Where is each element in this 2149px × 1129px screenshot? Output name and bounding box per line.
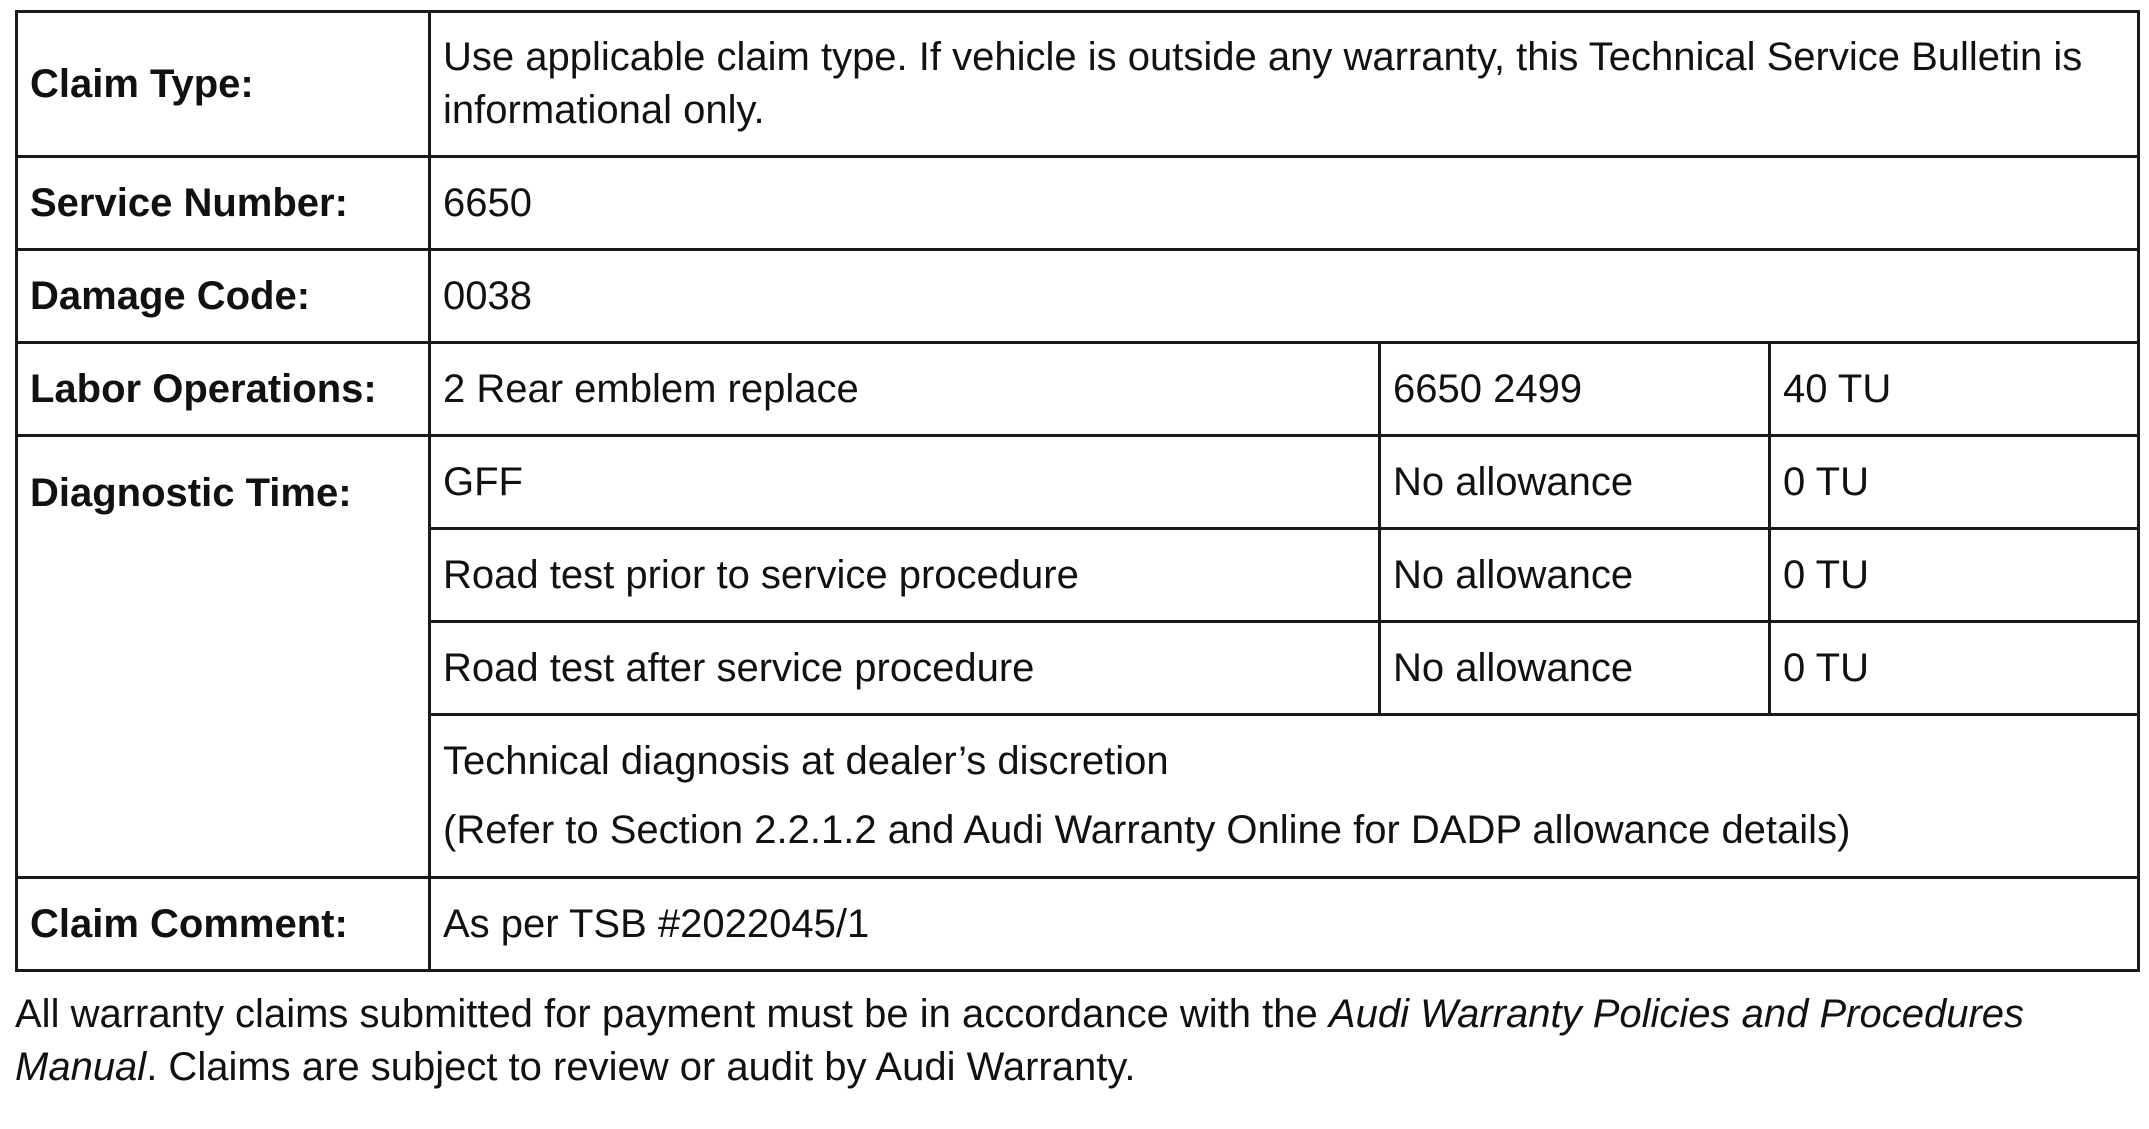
- labor-operations-row: [17, 343, 2139, 436]
- claim-type-value: Use applicable claim type. If vehicle is outside any warranty, this Technical Service Bulletin is informational only.: [430, 12, 2139, 157]
- labor-operation-code: 6650 2499: [1380, 343, 1770, 436]
- damage-code-value: 0038: [430, 250, 2139, 343]
- footnote-text-start: All warranty claims submitted for payment must be in accordance with the: [15, 992, 1329, 1036]
- diagnostic-allowance: No allowance: [1380, 436, 1770, 529]
- diagnostic-time-value: 0 TU: [1770, 529, 2139, 622]
- labor-operations-label: Labor Operations:: [17, 343, 430, 436]
- diagnostic-allowance: No allowance: [1380, 622, 1770, 715]
- diagnostic-allowance: No allowance: [1380, 529, 1770, 622]
- diagnostic-discretion-note: [430, 715, 2139, 878]
- discretion-line-2: (Refer to Section 2.2.1.2 and Audi Warranty Online for DADP allowance details): [443, 808, 1851, 852]
- claim-comment-row: [17, 878, 2139, 971]
- diagnostic-description: GFF: [430, 436, 1380, 529]
- diagnostic-description: Road test prior to service procedure: [430, 529, 1380, 622]
- claim-type-label: Claim Type:: [17, 12, 430, 157]
- labor-operation-time: 40 TU: [1770, 343, 2139, 436]
- labor-operation-description: 2 Rear emblem replace: [430, 343, 1380, 436]
- footnote-text-end: . Claims are subject to review or audit by Audi Warranty.: [146, 1045, 1136, 1089]
- service-number-row: [17, 157, 2139, 250]
- warranty-footnote: [15, 988, 2140, 1094]
- service-number-value: 6650: [430, 157, 2139, 250]
- service-number-label: Service Number:: [17, 157, 430, 250]
- damage-code-row: [17, 250, 2139, 343]
- diagnostic-time-label: Diagnostic Time:: [17, 436, 430, 878]
- claim-comment-value: As per TSB #2022045/1: [430, 878, 2139, 971]
- claim-comment-label: Claim Comment:: [17, 878, 430, 971]
- footnote-manual-title: Audi Warranty Policies and Procedures Manual: [15, 992, 2025, 1089]
- diagnostic-time-value: 0 TU: [1770, 622, 2139, 715]
- diagnostic-time-row: [17, 436, 2139, 529]
- discretion-line-1: Technical diagnosis at dealer’s discretion: [443, 739, 1169, 783]
- diagnostic-description: Road test after service procedure: [430, 622, 1380, 715]
- diagnostic-time-value: 0 TU: [1770, 436, 2139, 529]
- claim-type-row: [17, 12, 2139, 157]
- warranty-claim-table: [15, 10, 2140, 972]
- damage-code-label: Damage Code:: [17, 250, 430, 343]
